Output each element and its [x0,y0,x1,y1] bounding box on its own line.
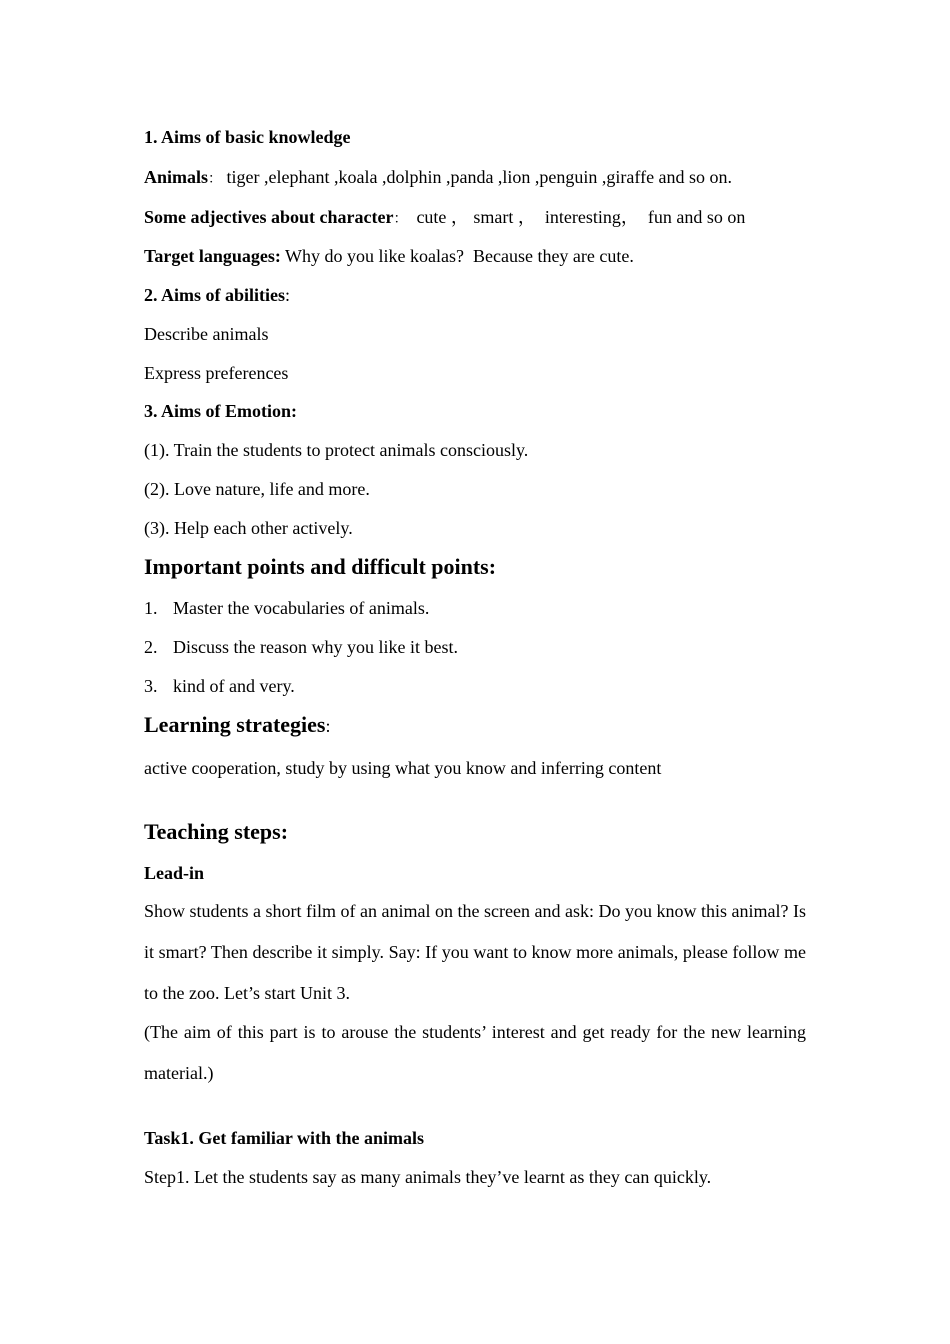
list-number: 2. [144,637,158,657]
aims-abilities-heading-line [144,284,290,306]
important-point-item [144,597,429,619]
emotion-item: (2). Love nature, life and more. [144,479,370,499]
emotion-item: (1). Train the students to protect animals consciously. [144,440,529,460]
aims-emotion-heading: 3. Aims of Emotion: [144,401,297,421]
learning-strategies-text: active cooperation, study by using what you know and inferring content [144,758,662,778]
target-languages-line [144,245,634,267]
target-languages-text: Why do you like koalas? Because they are cute. [280,246,634,266]
emotion-item: (3). Help each other actively. [144,518,353,538]
important-points-heading: Important points and difficult points: [144,554,497,579]
task1-heading: Task1. Get familiar with the animals [144,1128,425,1148]
adjectives-line [144,206,745,231]
teaching-steps-heading: Teaching steps: [144,819,289,844]
animals-text: tiger ,elephant ,koala ,dolphin ,panda ,lion ,penguin ,giraffe and so on. [222,167,733,187]
adjectives-label: Some adjectives about character [144,207,394,227]
target-languages-label: Target languages: [144,246,281,266]
animals-line [144,166,732,191]
ability-item: Describe animals [144,324,269,344]
list-number: 1. [144,598,158,618]
learning-strategies-heading-line [144,712,330,739]
learning-strategies-colon: : [325,716,331,736]
ability-item: Express preferences [144,363,289,383]
aims-abilities-colon: : [285,285,291,305]
important-point-item [144,636,458,658]
important-point-item [144,675,295,697]
learning-strategies-heading: Learning strategies [144,712,326,737]
list-text: Master the vocabularies of animals. [173,598,430,618]
list-text: kind of and very. [173,676,295,696]
adjectives-sep: ： [393,212,408,227]
animals-label: Animals [144,167,209,187]
lead-in-heading: Lead-in [144,863,205,883]
animals-sep: ： [208,172,223,187]
adjectives-text: cute ， smart ， interesting， fun and so on [407,207,746,227]
list-number: 3. [144,676,158,696]
task1-step1: Step1. Let the students say as many animals they’ve learnt as they can quickly. [144,1167,712,1187]
aims-abilities-heading: 2. Aims of abilities [144,285,286,305]
list-text: Discuss the reason why you like it best. [173,637,458,657]
aims-basic-heading: 1. Aims of basic knowledge [144,127,351,147]
lead-in-aim-paragraph: (The aim of this part is to arouse the students’ interest and get ready for the new learning material.) [144,1022,806,1083]
lead-in-paragraph: Show students a short film of an animal on the screen and ask: Do you know this animal? Is it smart? Then describe it simply. Say: If you want to know more animals, please follow me to the zoo. Let’s start Unit 3. [144,901,806,1003]
